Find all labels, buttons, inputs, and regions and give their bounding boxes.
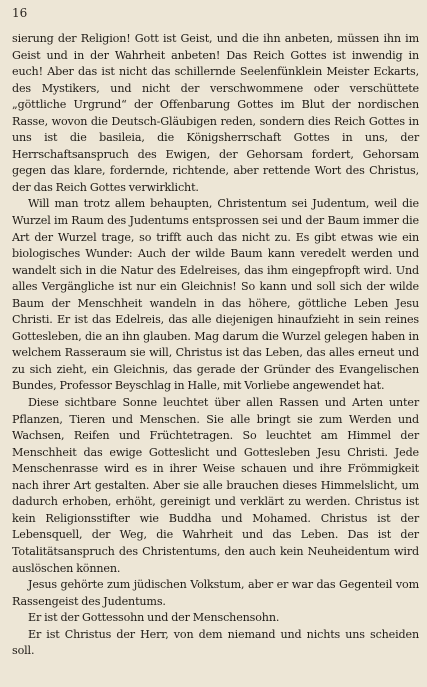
paragraph: Diese sichtbare Sonne leuchtet über allen Rassen und Arten unter Pflanzen, Tieren und Menschen. Sie alle bringt sie zum Werden und Wachsen, Reifen und Früchtetragen. So leuchtet am Himmel der Menschheit das ewige Gotteslicht und Gottesleben Jesu Christi. Jede Menschenrasse wird es in ihrer Weise schauen und ihre Frömmigkeit nach ihrer Art gestalten. Aber sie alle brauchen dieses Himmelslicht, um dadurch erhoben, erhöht, gereinigt und verklärt zu werden. Christus ist kein Religionsstifter wie Buddha und Mohamed. Christus ist der Lebensquell, der Weg, die Wahrheit und das Leben. Das ist der Totalitätsanspruch des Christentums, den auch kein Neuheidentum wird auslöschen können. (12, 396, 419, 575)
paragraph: sierung der Religion! Gott ist Geist, und die ihn anbeten, müssen ihn im Geist und in der Wahrheit anbeten! Das Reich Gottes ist inwendig in euch! Aber das ist nicht das schillernde Seelenfünklein Meister Eckarts, des Mystikers, und nicht der verschwommene oder verschüttete „göttliche Urgrund“ der Offenbarung Gottes im Blut der nordischen Rasse, wovon die Deutsch-Gläubigen reden, sondern dies Reich Gottes in uns ist die basileia, die Königsherrschaft Gottes in uns, der Herrschaftsanspruch des Ewigen, der Gehorsam fordert, Gehorsam gegen das klare, fordernde, richtende, aber rettende Wort des Christus, der das Reich Gottes verwirklicht. (12, 32, 419, 194)
body-text (12, 31, 419, 660)
paragraph: Will man trotz allem behaupten, Christentum sei Judentum, weil die Wurzel im Raum des Judentums entsprossen sei und der Baum immer die Art der Wurzel trage, so trifft auch das nicht zu. Es gibt etwas wie ein biologisches Wunder: Auch der wilde Baum kann veredelt werden und wandelt sich in die Natur des Edelreises, das ihm eingepfropft wird. Und alles Vergängliche ist nur ein Gleichnis! So kann und soll sich der wilde Baum der Menschheit wandeln in das höhere, göttliche Leben Jesu Christi. Er ist das Edelreis, das alle diejenigen hinaufzieht in sein reines Gottesleben, die an ihn glauben. Mag darum die Wurzel gelegen haben in welchem Rasseraum sie will, Christus ist das Leben, das alles erneut und zu sich zieht, ein Gleichnis, das gerade der Gründer des Evangelischen Bundes, Professor Beyschlag in Halle, mit Vorliebe angewendet hat. (12, 197, 419, 393)
paragraph: Er ist Christus der Herr, von dem niemand und nichts uns scheiden soll. (12, 627, 419, 658)
paragraph: Er ist der Gottessohn und der Menschensohn. (28, 611, 280, 625)
paragraph: Jesus gehörte zum jüdischen Volkstum, aber er war das Gegenteil vom Rassengeist des Judentums. (12, 578, 419, 608)
page-number: 16 (12, 6, 28, 20)
